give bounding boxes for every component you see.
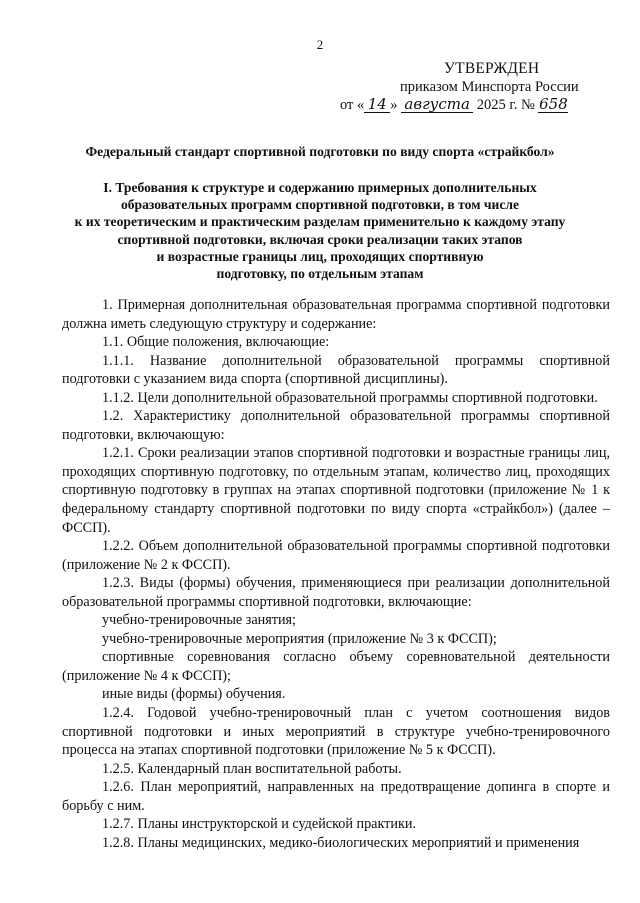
document-title: Федеральный стандарт спортивной подготовки по виду спорта «страйкбол»	[85, 144, 555, 159]
paragraph-1-1: 1.1. Общие положения, включающие:	[102, 334, 330, 351]
paragraph-1-2-8: 1.2.8. Планы медицинских, медико-биологических мероприятий и применения	[102, 834, 580, 851]
approval-date-line	[340, 96, 630, 114]
section-heading-line: образовательных программ спортивной подготовки, в том числе	[120, 197, 520, 213]
section-heading-line: к их теоретическим и практическим разделам применительно к каждому этапу	[74, 214, 566, 230]
approval-title: УТВЕРЖДЕН	[444, 60, 540, 77]
paragraph-1-2: 1.2. Характеристику дополнительной образовательной программы спортивной подготовки, включающую:	[62, 408, 610, 443]
list-item-competitions: спортивные соревнования согласно объему соревновательной деятельности (приложение № 4 к ФССП);	[62, 649, 610, 684]
paragraph-1-2-1: 1.2.1. Сроки реализации этапов спортивной подготовки и возрастные границы лиц, проходящих спортивную подготовку, по отдельным этапам, количество лиц, проходящих спортивную подготовку в группах на этапах спортивной подготовки (приложение № 1 к федеральному стандарту спортивной подготовки по виду спорта «страйкбол») (далее – ФССП).	[62, 445, 610, 536]
list-item-other-forms: иные виды (формы) обучения.	[102, 686, 286, 703]
section-heading-line: I. Требования к структуре и содержанию примерных дополнительных	[103, 180, 537, 195]
date-year: 2025 г. №	[476, 97, 535, 113]
approval-issuer: приказом Минспорта России	[400, 79, 579, 95]
paragraph-1-2-2: 1.2.2. Объем дополнительной образовательной программы спортивной подготовки (приложение № 2 к ФССП).	[62, 538, 610, 573]
section-heading-line: и возрастные границы лиц, проходящих спортивную	[156, 248, 484, 264]
paragraph-1-2-4: 1.2.4. Годовой учебно-тренировочный план с учетом соотношения видов спортивной подготовки и иных мероприятий в структуре учебно-тренировочного процесса на этапах спортивной подготовки (приложение № 5 к ФССП).	[62, 705, 610, 759]
list-item-training-events: учебно-тренировочные мероприятия (приложение № 3 к ФССП);	[102, 630, 497, 647]
paragraph-1-2-6: 1.2.6. План мероприятий, направленных на предотвращение допинга в спорте и борьбу с ним.	[62, 779, 610, 814]
paragraph-1-2-5: 1.2.5. Календарный план воспитательной работы.	[102, 760, 402, 777]
handwritten-month: августа	[401, 97, 473, 113]
paragraph-1-1-2: 1.1.2. Цели дополнительной образовательной программы спортивной подготовки.	[102, 389, 598, 406]
section-heading-line: спортивной подготовки, включая сроки реализации таких этапов	[117, 231, 523, 247]
paragraph-1-1-1: 1.1.1. Название дополнительной образовательной программы спортивной подготовки с указанием вида спорта (спортивной дисциплины).	[62, 352, 610, 388]
handwritten-day: 14	[364, 97, 390, 113]
handwritten-order-number: 658	[539, 95, 568, 113]
list-item-training-sessions: учебно-тренировочные занятия;	[102, 612, 297, 629]
page-number: 2	[316, 37, 324, 52]
section-heading	[40, 179, 600, 282]
approval-block	[340, 60, 630, 114]
section-heading-line: подготовку, по отдельным этапам	[216, 266, 424, 282]
paragraph-1: 1. Примерная дополнительная образовательная программа спортивной подготовки должна иметь следующую структуру и содержание:	[62, 297, 610, 332]
date-prefix: от «	[340, 97, 365, 113]
date-quote-close: »	[390, 97, 398, 113]
paragraph-1-2-7: 1.2.7. Планы инструкторской и судейской практики.	[102, 816, 416, 833]
paragraph-1-2-3: 1.2.3. Виды (формы) обучения, применяющиеся при реализации дополнительной образовательной программы спортивной подготовки, включающие:	[62, 575, 610, 610]
document-body	[62, 296, 610, 852]
